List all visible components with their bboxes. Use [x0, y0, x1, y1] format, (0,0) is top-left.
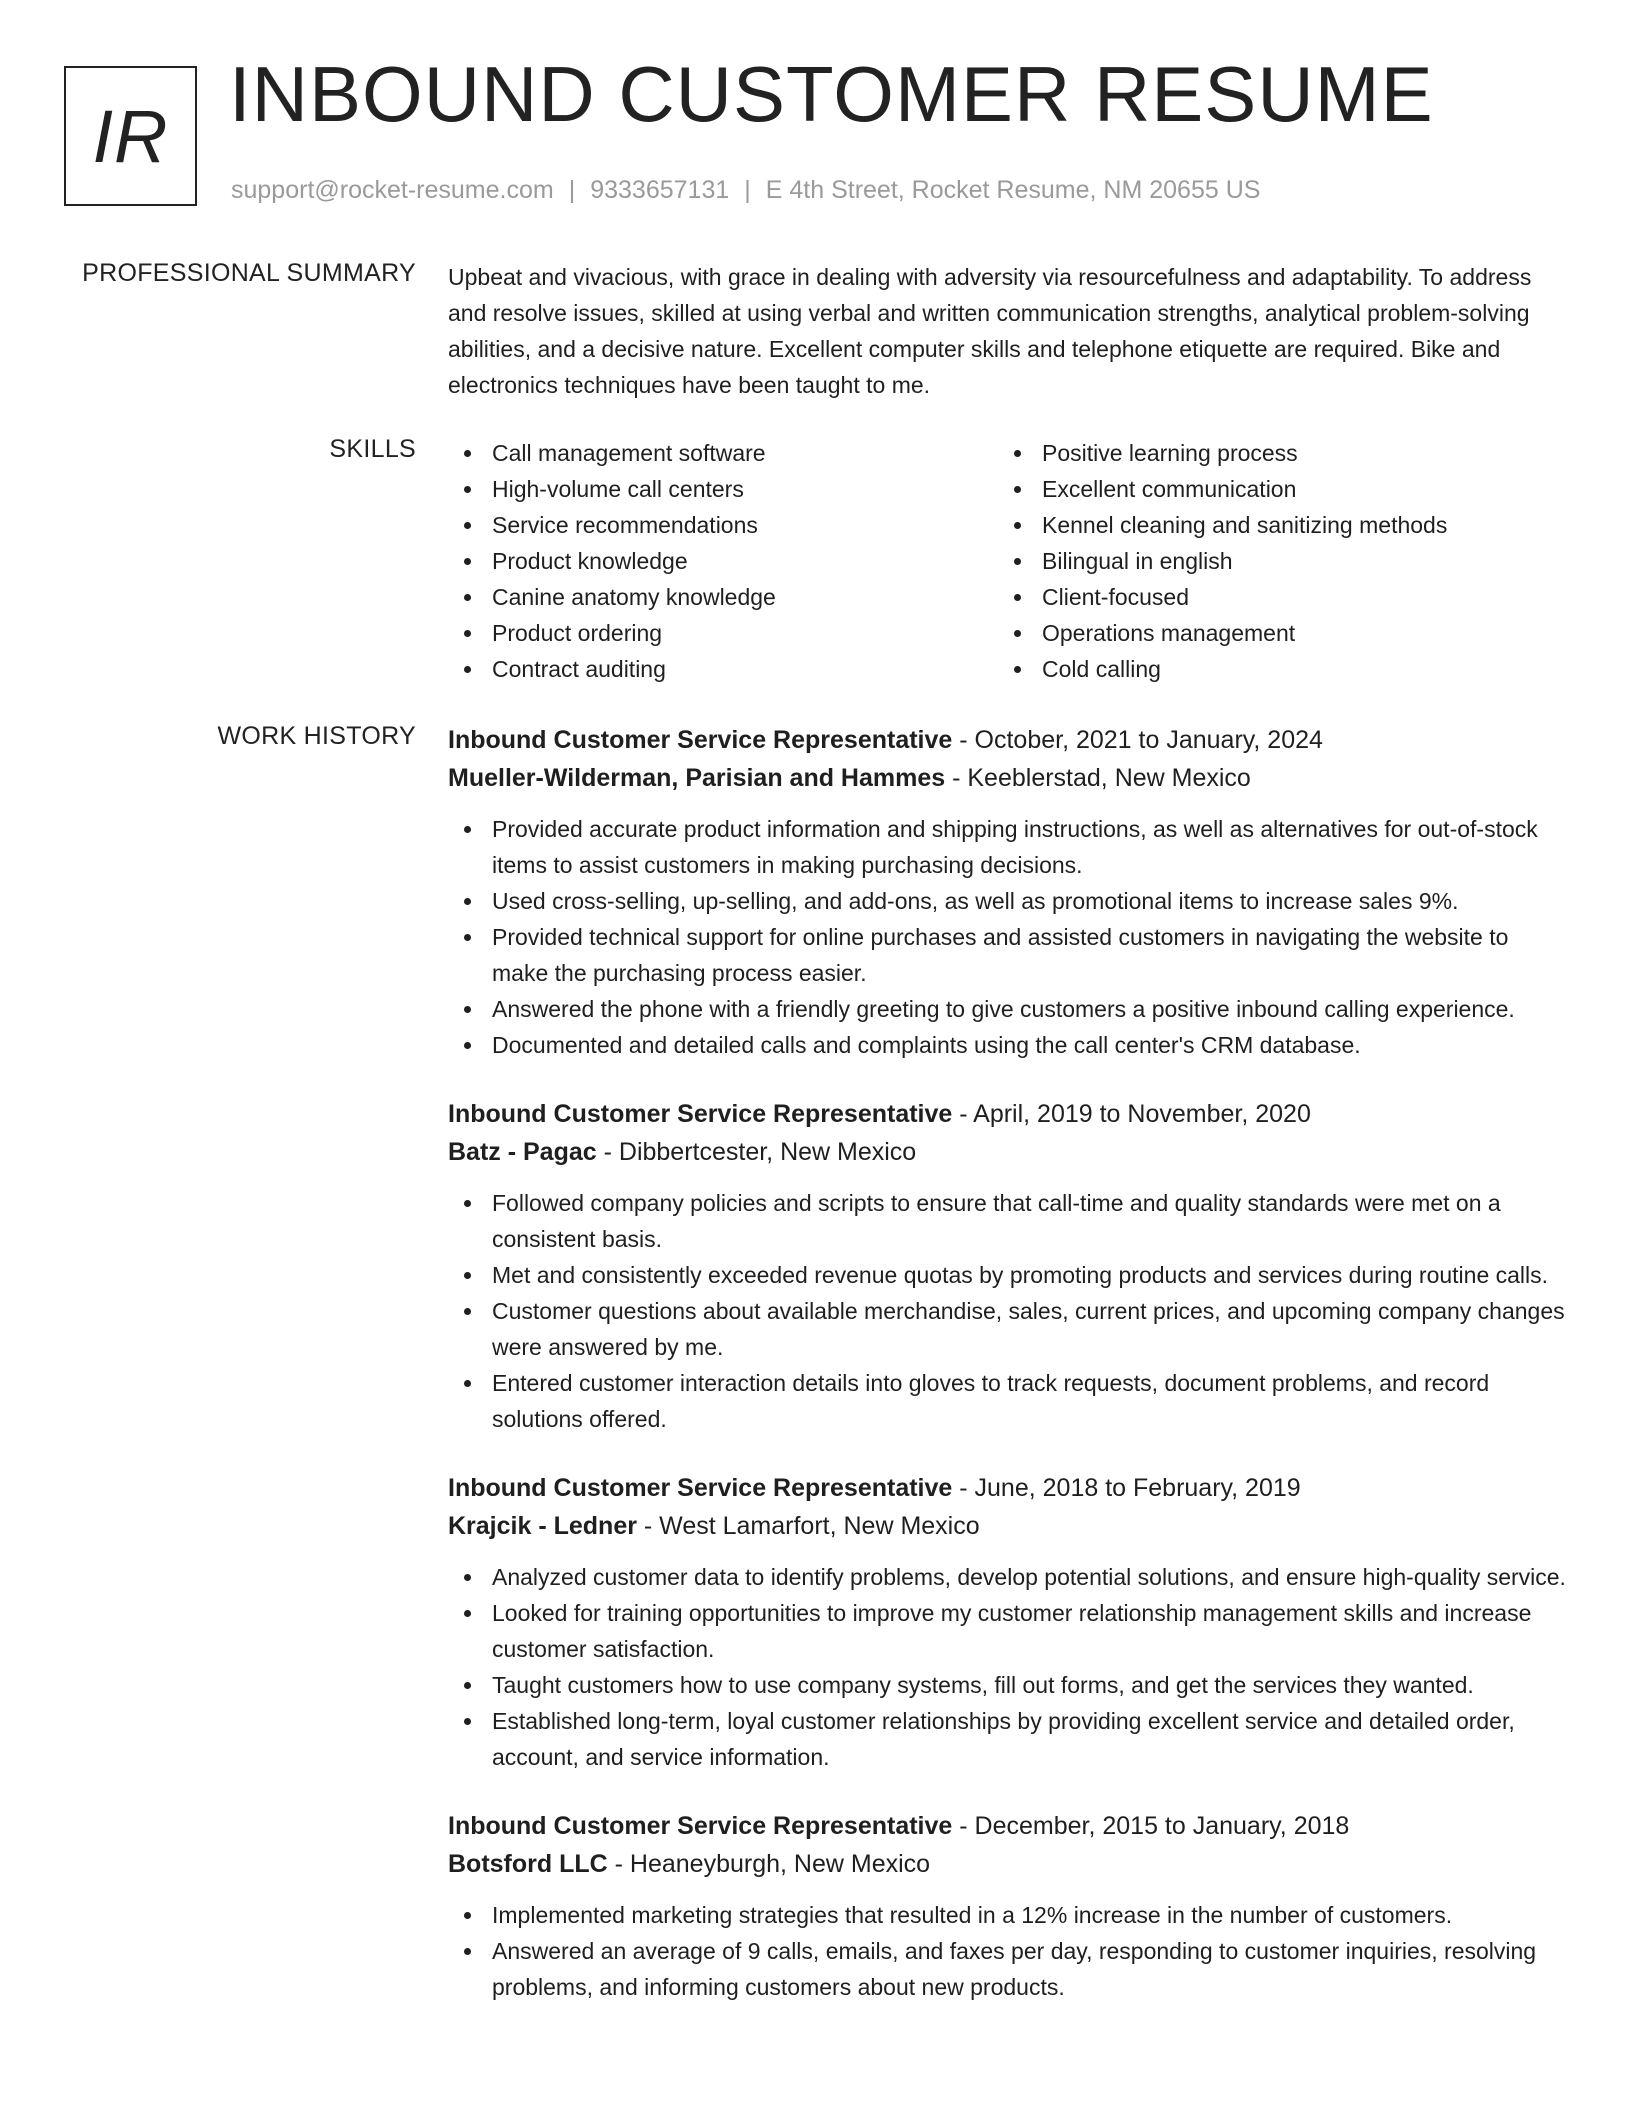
- skill-item: Contract auditing: [448, 651, 998, 687]
- job-location: - Keeblerstad, New Mexico: [945, 764, 1251, 792]
- job-duty-item: Met and consistently exceeded revenue quotas by promoting products and services during routine calls.: [448, 1257, 1568, 1293]
- job-duties-list: [448, 1897, 1568, 2005]
- skill-item: Service recommendations: [448, 507, 998, 543]
- monogram-box: [64, 66, 197, 206]
- job-duty-item: Taught customers how to use company systems, fill out forms, and get the services they wanted.: [448, 1667, 1568, 1703]
- job-duty-item: Used cross-selling, up-selling, and add-ons, as well as promotional items to increase sales 9%.: [448, 883, 1568, 919]
- skill-item: Positive learning process: [998, 435, 1548, 471]
- contact-phone[interactable]: 9333657131: [590, 176, 730, 204]
- skill-item: Canine anatomy knowledge: [448, 579, 998, 615]
- skill-item: Cold calling: [998, 651, 1548, 687]
- skills-list-left: [448, 435, 998, 687]
- job-entry: [448, 1095, 1568, 1437]
- job-company: Batz - Pagac: [448, 1138, 597, 1166]
- job-title-line: [448, 1807, 1568, 1845]
- job-company-line: [448, 1133, 1568, 1171]
- job-duty-item: Looked for training opportunities to improve my customer relationship management skills and increase customer satisfaction.: [448, 1595, 1568, 1667]
- job-location: - Dibbertcester, New Mexico: [596, 1138, 917, 1166]
- job-entry: [448, 1807, 1568, 2005]
- job-duty-item: Followed company policies and scripts to ensure that call-time and quality standards were met on a consistent basis.: [448, 1185, 1568, 1257]
- contact-line: [231, 176, 1260, 205]
- job-duty-item: Customer questions about available merchandise, sales, current prices, and upcoming company changes were answered by me.: [448, 1293, 1568, 1365]
- skill-item: Kennel cleaning and sanitizing methods: [998, 507, 1548, 543]
- contact-email[interactable]: support@rocket-resume.com: [231, 176, 554, 204]
- job-duty-item: Provided accurate product information and shipping instructions, as well as alternatives for out-of-stock items to assist customers in making purchasing decisions.: [448, 811, 1568, 883]
- job-duty-item: Established long-term, loyal customer relationships by providing excellent service and detailed order, account, and service information.: [448, 1703, 1568, 1775]
- summary-heading: PROFESSIONAL SUMMARY: [82, 259, 416, 287]
- job-dates: - December, 2015 to January, 2018: [952, 1812, 1350, 1840]
- work-history-heading: WORK HISTORY: [217, 722, 416, 750]
- job-title: Inbound Customer Service Representative: [448, 1474, 953, 1502]
- job-company: Mueller-Wilderman, Parisian and Hammes: [448, 764, 946, 792]
- job-duty-item: Implemented marketing strategies that resulted in a 12% increase in the number of customers.: [448, 1897, 1568, 1933]
- skill-item: Call management software: [448, 435, 998, 471]
- skill-item: Operations management: [998, 615, 1548, 651]
- skill-item: Product knowledge: [448, 543, 998, 579]
- job-dates: - June, 2018 to February, 2019: [952, 1474, 1301, 1502]
- skill-item: High-volume call centers: [448, 471, 998, 507]
- job-duty-item: Provided technical support for online purchases and assisted customers in navigating the website to make the purchasing process easier.: [448, 919, 1568, 991]
- job-duties-list: [448, 1559, 1568, 1775]
- job-duties-list: [448, 811, 1568, 1063]
- job-duty-item: Documented and detailed calls and complaints using the call center's CRM database.: [448, 1027, 1568, 1063]
- skills-section: [448, 435, 1568, 687]
- job-company: Botsford LLC: [448, 1850, 608, 1878]
- job-duty-item: Answered the phone with a friendly greeting to give customers a positive inbound calling experience.: [448, 991, 1568, 1027]
- contact-separator: |: [568, 176, 576, 204]
- job-company-line: [448, 759, 1568, 797]
- skill-item: Client-focused: [998, 579, 1548, 615]
- job-title-line: [448, 721, 1568, 759]
- work-history-section: [448, 721, 1568, 2037]
- job-title-line: [448, 1095, 1568, 1133]
- summary-section: [448, 259, 1568, 403]
- skills-grid: [448, 435, 1568, 687]
- job-location: - Heaneyburgh, New Mexico: [607, 1850, 931, 1878]
- skill-item: Product ordering: [448, 615, 998, 651]
- skill-item: Excellent communication: [998, 471, 1548, 507]
- job-title: Inbound Customer Service Representative: [448, 1812, 953, 1840]
- contact-address: E 4th Street, Rocket Resume, NM 20655 US: [765, 176, 1261, 204]
- job-company-line: [448, 1845, 1568, 1883]
- skills-list-right: [998, 435, 1548, 687]
- job-title-line: [448, 1469, 1568, 1507]
- job-company: Krajcik - Ledner: [448, 1512, 637, 1540]
- skill-item: Bilingual in english: [998, 543, 1548, 579]
- job-dates: - October, 2021 to January, 2024: [952, 726, 1323, 754]
- summary-text: Upbeat and vivacious, with grace in dealing with adversity via resourcefulness and adaptability. To address and resolve issues, skilled at using verbal and written communication strengths, analytical problem-solving abilities, and a decisive nature. Excellent computer skills and telephone etiquette are required. Bike and electronics techniques have been taught to me.: [448, 264, 1532, 398]
- job-company-line: [448, 1507, 1568, 1545]
- job-duty-item: Entered customer interaction details into gloves to track requests, document problems, and record solutions offered.: [448, 1365, 1568, 1437]
- job-duties-list: [448, 1185, 1568, 1437]
- job-entry: [448, 721, 1568, 1063]
- monogram-initials: IR: [92, 94, 169, 178]
- job-location: - West Lamarfort, New Mexico: [636, 1512, 980, 1540]
- contact-separator: |: [744, 176, 751, 204]
- resume-title: INBOUND CUSTOMER RESUME: [229, 50, 1434, 138]
- skills-heading: SKILLS: [329, 435, 416, 463]
- job-entry: [448, 1469, 1568, 1775]
- job-title: Inbound Customer Service Representative: [448, 726, 953, 754]
- job-duty-item: Answered an average of 9 calls, emails, and faxes per day, responding to customer inquiries, resolving problems, and informing customers about new products.: [448, 1933, 1568, 2005]
- job-dates: - April, 2019 to November, 2020: [952, 1100, 1311, 1128]
- job-title: Inbound Customer Service Representative: [448, 1100, 953, 1128]
- job-duty-item: Analyzed customer data to identify problems, develop potential solutions, and ensure high-quality service.: [448, 1559, 1568, 1595]
